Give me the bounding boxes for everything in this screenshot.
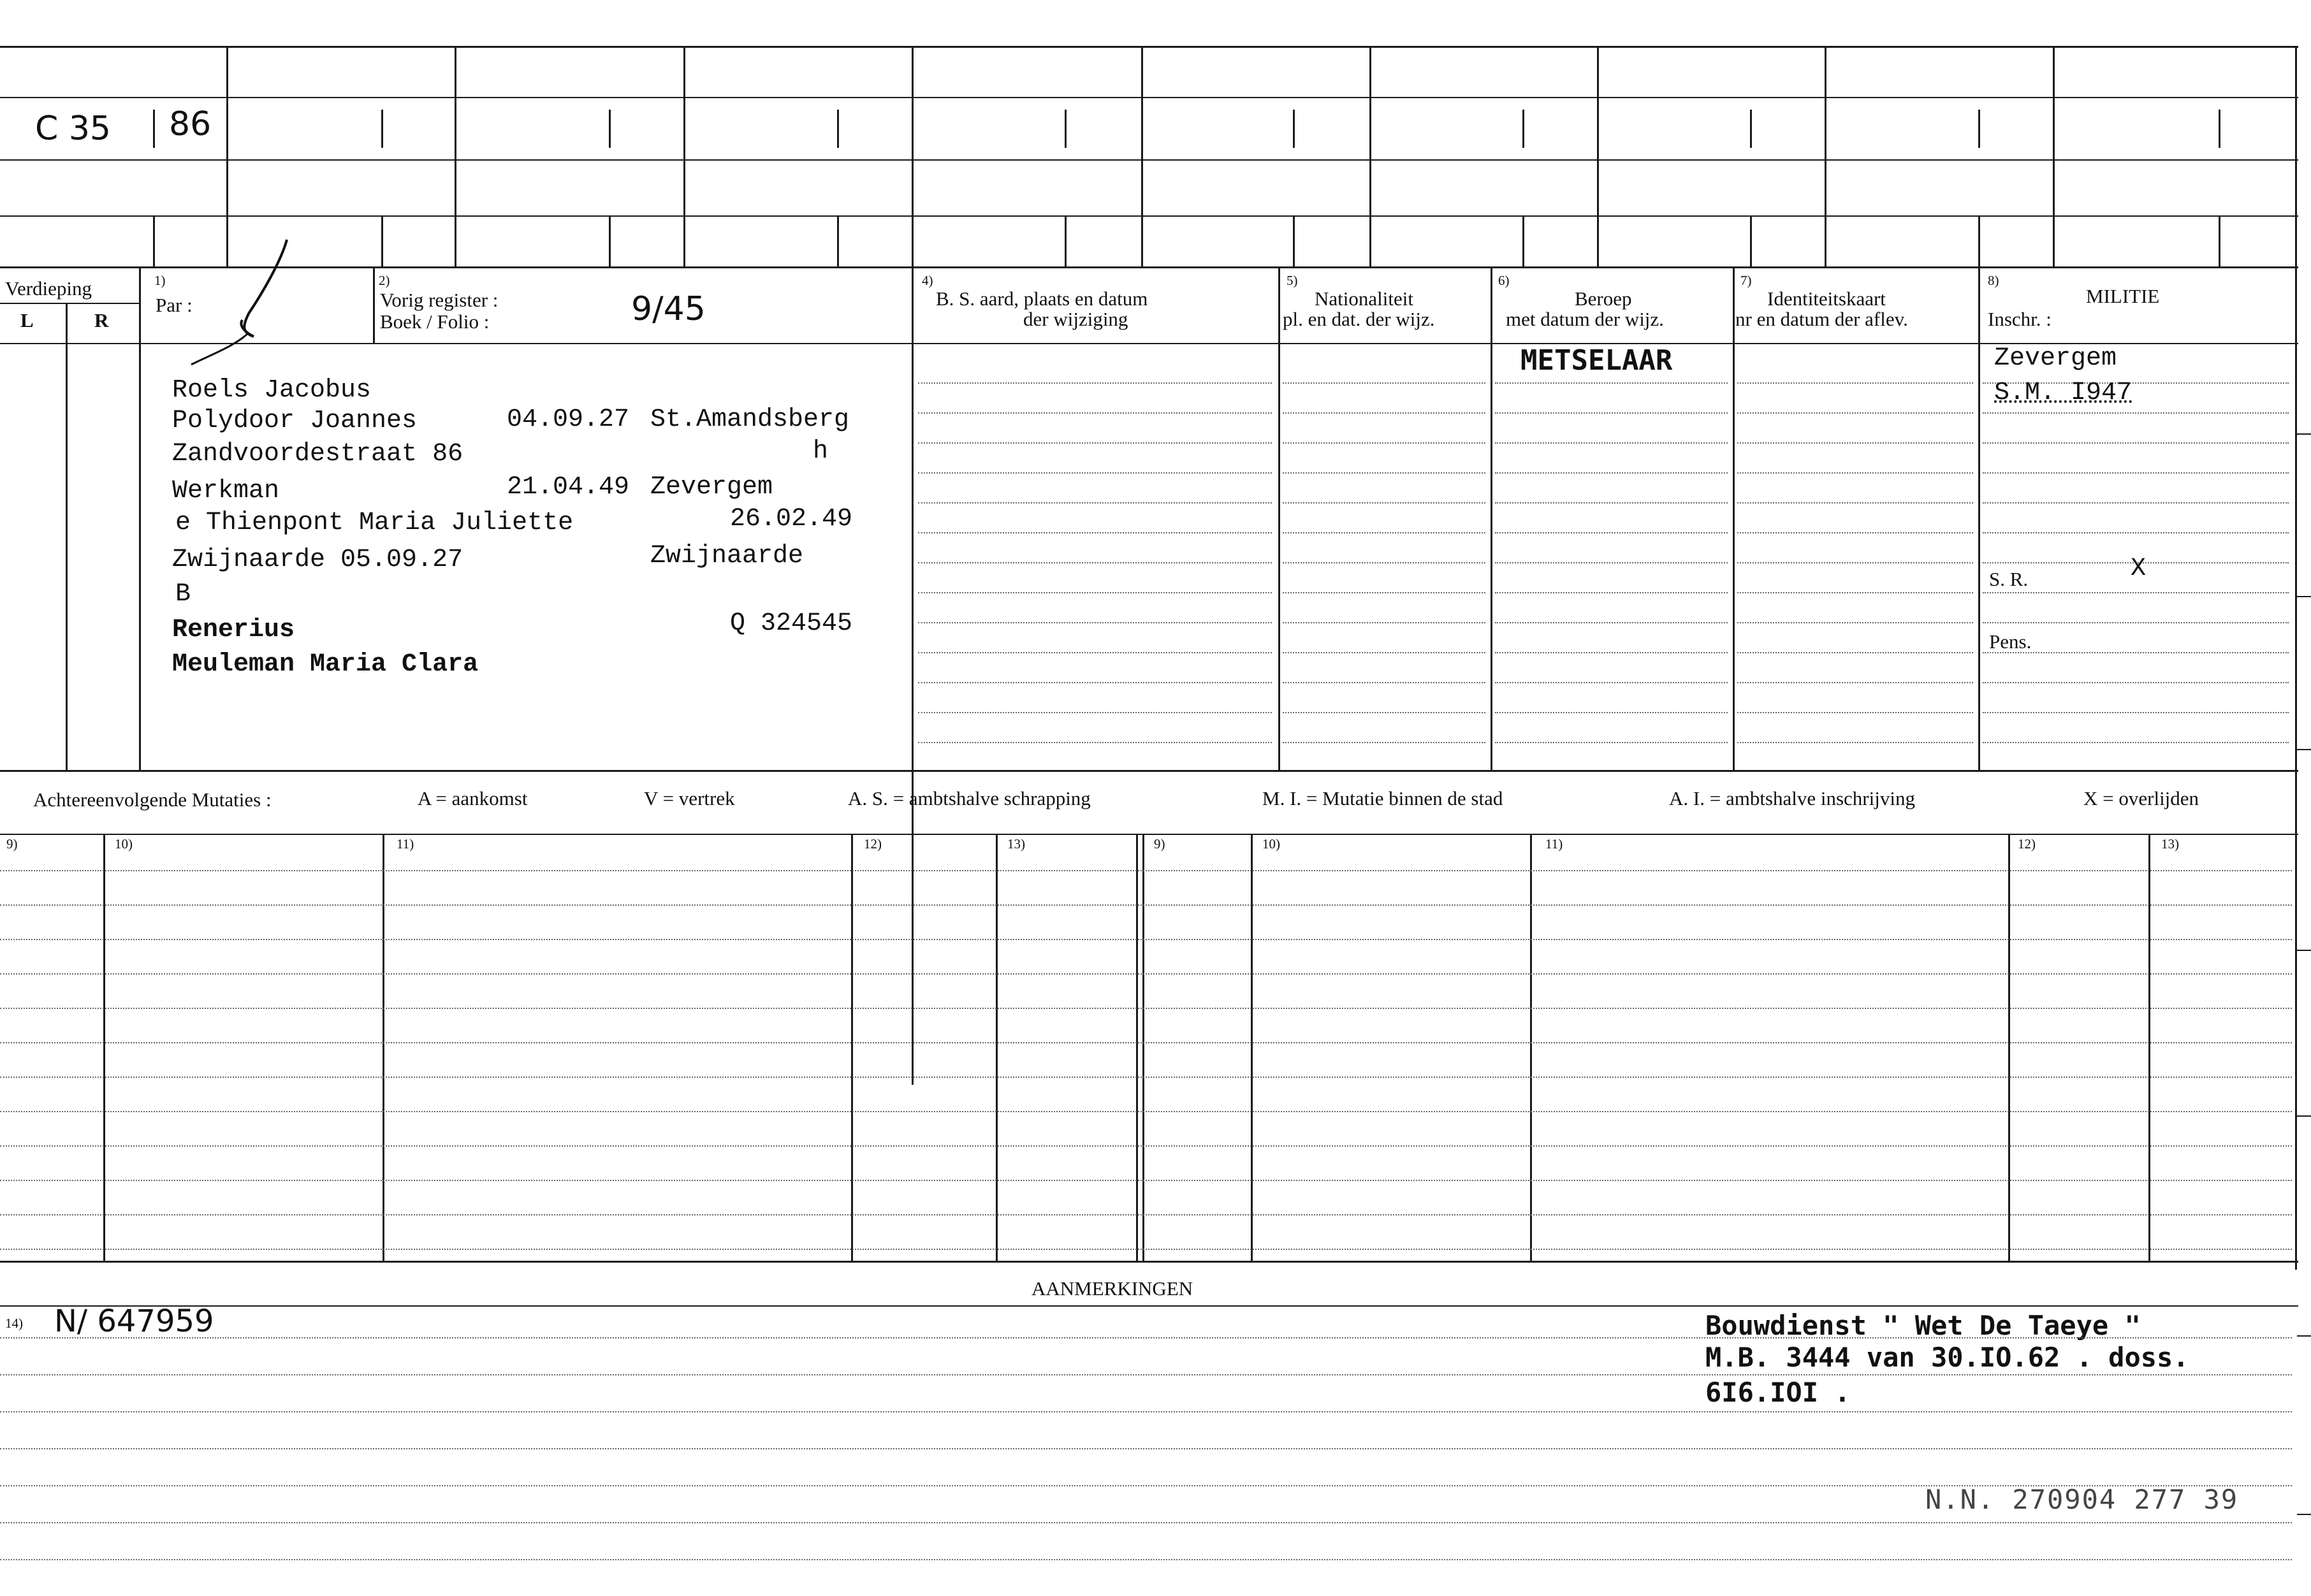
grid-line — [1978, 110, 1980, 148]
spouse-place: Zwijnaarde — [650, 542, 804, 570]
col-10-right: 10) — [1262, 836, 1280, 852]
ruling-line — [918, 652, 1272, 653]
grid-line — [1369, 46, 1371, 266]
ruling-line — [1737, 592, 1973, 593]
grid-line — [1251, 834, 1253, 1262]
national-number: N.N. 270904 277 39 — [1925, 1484, 2239, 1515]
col-11-right: 11) — [1545, 836, 1563, 852]
ruling-line — [1983, 742, 2289, 743]
ruling-line — [1283, 682, 1485, 683]
spouse-date: 26.02.49 — [730, 505, 853, 533]
ruling-line — [1737, 382, 1973, 384]
top-border — [0, 46, 2298, 48]
ruling-line — [1283, 442, 1485, 444]
field-number-14: 14) — [5, 1316, 23, 1331]
sr-label: S. R. — [1989, 568, 2029, 590]
ruling-line — [1283, 742, 1485, 743]
ruling-line — [1283, 532, 1485, 533]
ruling-line — [1737, 502, 1973, 504]
ruling-line — [918, 502, 1272, 504]
grid-line — [837, 110, 839, 148]
ruling-line — [1283, 412, 1485, 414]
ruling-line — [1983, 442, 2289, 444]
ruling-line — [1983, 712, 2289, 713]
child-name: Renerius — [172, 616, 295, 644]
par-label: Par : — [156, 294, 193, 316]
verdieping-label: Verdieping — [5, 277, 92, 300]
inschr-label: Inschr. : — [1988, 308, 2052, 330]
sr-value: X — [2131, 555, 2147, 583]
pens-label: Pens. — [1989, 630, 2032, 653]
identiteitskaart-label: Identiteitskaart — [1767, 287, 1886, 310]
number-value: 86 — [169, 105, 212, 143]
grid-line — [2148, 834, 2150, 1262]
ruling-line — [1283, 382, 1485, 384]
margin-tick — [2297, 1335, 2311, 1337]
grid-line — [1733, 266, 1735, 771]
ruling-line — [1495, 472, 1728, 474]
ruling-line — [918, 712, 1272, 713]
beroep-sublabel: met datum der wijz. — [1506, 308, 1664, 330]
ruling-line — [1983, 412, 2289, 414]
ruling-line — [1495, 382, 1728, 384]
grid-line — [1293, 217, 1295, 266]
ruling-line — [1737, 472, 1973, 474]
col-9-left: 9) — [6, 836, 18, 852]
field-number-7: 7) — [1740, 273, 1752, 288]
grid-line — [0, 266, 2298, 268]
nationaliteit-label: Nationaliteit — [1315, 287, 1413, 310]
ruling-line — [1283, 472, 1485, 474]
ruling-line — [1983, 622, 2289, 623]
b-mark: B — [175, 580, 191, 609]
grid-line — [1750, 110, 1752, 148]
grid-line — [455, 46, 456, 266]
ruling-line — [1283, 502, 1485, 504]
militie-sm: S.M. I947 — [1994, 379, 2132, 407]
field-number-1: 1) — [154, 273, 166, 288]
grid-line — [837, 217, 839, 266]
grid-line — [381, 110, 383, 148]
grid-line — [609, 217, 611, 266]
grid-line — [0, 1261, 2298, 1263]
grid-line — [66, 303, 68, 771]
ruling-line — [0, 1145, 2292, 1147]
ruling-line — [0, 1008, 2292, 1009]
child-code: Q 324545 — [730, 609, 853, 638]
second-name: Meuleman Maria Clara — [172, 650, 479, 679]
grid-line — [153, 110, 155, 148]
grid-line — [1522, 110, 1524, 148]
col-12-right: 12) — [2018, 836, 2036, 852]
legend-ai: A. I. = ambtshalve inschrijving — [1669, 787, 1915, 809]
bs-label-line1: B. S. aard, plaats en datum — [936, 287, 1148, 310]
grid-line — [373, 266, 375, 343]
father-place: St.Amandsberg — [650, 405, 850, 434]
grid-line — [0, 834, 2298, 835]
margin-tick — [2297, 749, 2311, 750]
ruling-line — [1737, 412, 1973, 414]
grid-line — [996, 834, 998, 1262]
father-date: 04.09.27 — [507, 405, 630, 434]
grid-line — [226, 46, 228, 266]
grid-line — [1136, 834, 1138, 1262]
ruling-line — [918, 412, 1272, 414]
ruling-line — [0, 1485, 2292, 1486]
ruling-line — [1737, 532, 1973, 533]
margin-tick — [2297, 1514, 2311, 1515]
legend-x: X = overlijden — [2083, 787, 2199, 809]
signature-mark — [185, 237, 300, 371]
ruling-line — [0, 1559, 2292, 1560]
grid-line — [0, 770, 2298, 772]
ruling-line — [1495, 592, 1728, 593]
ruling-line — [1983, 592, 2289, 593]
grid-line — [2053, 46, 2055, 266]
ruling-line — [0, 973, 2292, 975]
col-9-right: 9) — [1154, 836, 1165, 852]
col-11-left: 11) — [397, 836, 414, 852]
legend-as: A. S. = ambtshalve schrapping — [848, 787, 1091, 809]
ruling-line — [0, 1111, 2292, 1112]
ruling-line — [1283, 562, 1485, 563]
col-10-left: 10) — [115, 836, 133, 852]
ruling-line — [1495, 712, 1728, 713]
grid-line — [139, 266, 141, 771]
ruling-line — [1737, 562, 1973, 563]
grid-line — [851, 834, 853, 1262]
grid-line — [0, 1305, 2298, 1307]
col-13-right: 13) — [2161, 836, 2179, 852]
note-line-1: Bouwdienst " Wet De Taeye " — [1705, 1310, 2141, 1341]
ruling-line — [0, 1411, 2292, 1412]
grid-line — [0, 343, 2298, 344]
militie-label: MILITIE — [2086, 285, 2160, 307]
ruling-line — [1495, 502, 1728, 504]
address-mark: h — [813, 437, 829, 466]
grid-line — [912, 46, 914, 1085]
ruling-line — [1495, 742, 1728, 743]
ruling-line — [1495, 532, 1728, 533]
margin-tick — [2297, 596, 2311, 597]
ruling-line — [1737, 652, 1973, 653]
ruling-line — [0, 1180, 2292, 1181]
margin-tick — [2297, 950, 2311, 951]
grid-line — [2008, 834, 2010, 1262]
grid-line — [103, 834, 105, 1262]
occupation: Werkman — [172, 477, 280, 505]
legend-mi: M. I. = Mutatie binnen de stad — [1262, 787, 1503, 809]
ruling-line — [1983, 502, 2289, 504]
legend-a: A = aankomst — [418, 787, 528, 809]
ruling-line — [0, 904, 2292, 906]
militie-place: Zevergem — [1994, 344, 2117, 373]
person-name: Roels Jacobus — [172, 376, 372, 405]
aanmerkingen-title: AANMERKINGEN — [1032, 1277, 1193, 1300]
r-label: R — [94, 309, 109, 331]
grid-line — [1491, 266, 1492, 771]
col-12-left: 12) — [864, 836, 882, 852]
grid-line — [0, 215, 2298, 217]
margin-tick — [2297, 433, 2311, 435]
ruling-line — [918, 682, 1272, 683]
grid-line — [1530, 834, 1532, 1262]
spouse-name: e Thienpont Maria Juliette — [175, 509, 574, 537]
ruling-line — [0, 1042, 2292, 1043]
vorig-register-value: 9/45 — [631, 290, 706, 328]
ruling-line — [918, 562, 1272, 563]
ruling-line — [0, 1214, 2292, 1215]
ruling-line — [1495, 442, 1728, 444]
note-line-2: M.B. 3444 van 30.IO.62 . doss. — [1705, 1342, 2189, 1373]
margin-tick — [2297, 1115, 2311, 1117]
bs-label-line2: der wijziging — [1023, 308, 1128, 330]
note-line-3: 6I6.IOI . — [1705, 1377, 1851, 1408]
ruling-line — [1495, 652, 1728, 653]
ruling-line — [1737, 712, 1973, 713]
ruling-line — [1737, 742, 1973, 743]
ruling-line — [918, 382, 1272, 384]
grid-line — [0, 97, 2298, 98]
legend-v: V = vertrek — [644, 787, 735, 809]
ruling-line — [0, 939, 2292, 940]
field-number-6: 6) — [1498, 273, 1510, 288]
beroep-label: Beroep — [1575, 287, 1632, 310]
grid-line — [153, 217, 155, 266]
boek-folio-label: Boek / Folio : — [380, 310, 490, 333]
grid-line — [0, 303, 140, 304]
ruling-line — [1283, 622, 1485, 623]
occupation-place: Zevergem — [650, 473, 773, 502]
grid-line — [383, 834, 384, 1262]
grid-line — [1978, 266, 1980, 771]
field-number-8: 8) — [1988, 273, 1999, 288]
l-label: L — [20, 309, 34, 331]
beroep-value: METSELAAR — [1520, 344, 1673, 377]
ruling-line — [0, 1448, 2292, 1449]
ruling-line — [1495, 682, 1728, 683]
grid-line — [1522, 217, 1524, 266]
father-name: Polydoor Joannes — [172, 407, 418, 435]
grid-line — [1278, 266, 1280, 771]
ruling-line — [1983, 682, 2289, 683]
ruling-line — [1737, 622, 1973, 623]
field-number-5: 5) — [1287, 273, 1298, 288]
grid-line — [1142, 834, 1144, 1262]
grid-line — [1825, 46, 1826, 266]
ruling-line — [918, 472, 1272, 474]
ruling-line — [0, 1337, 2292, 1338]
ruling-line — [918, 532, 1272, 533]
ruling-line — [0, 1249, 2292, 1250]
ruling-line — [918, 442, 1272, 444]
grid-line — [609, 110, 611, 148]
ruling-line — [0, 1077, 2292, 1078]
ruling-line — [1737, 442, 1973, 444]
ruling-line — [918, 742, 1272, 743]
identiteitskaart-sublabel: nr en datum der aflev. — [1735, 308, 1908, 330]
ruling-line — [1495, 622, 1728, 623]
vorig-register-label: Vorig register : — [380, 289, 499, 311]
grid-line — [2219, 217, 2220, 266]
ruling-line — [1495, 412, 1728, 414]
address: Zandvoordestraat 86 — [172, 440, 463, 468]
code-value: C 35 — [35, 110, 112, 148]
ruling-line — [0, 1374, 2292, 1375]
ruling-line — [1283, 592, 1485, 593]
ruling-line — [0, 1522, 2292, 1523]
ruling-line — [0, 870, 2292, 871]
ruling-line — [918, 592, 1272, 593]
ruling-line — [1737, 682, 1973, 683]
right-border — [2295, 46, 2297, 1270]
grid-line — [683, 46, 685, 266]
grid-line — [2219, 110, 2220, 148]
grid-line — [1141, 46, 1143, 266]
aanmerkingen-number: N/ 647959 — [54, 1303, 214, 1339]
ruling-line — [1495, 562, 1728, 563]
spouse-birth: Zwijnaarde 05.09.27 — [172, 546, 463, 574]
field-number-4: 4) — [922, 273, 933, 288]
ruling-line — [918, 622, 1272, 623]
grid-line — [1597, 46, 1599, 266]
grid-line — [1293, 110, 1295, 148]
grid-line — [0, 159, 2298, 161]
grid-line — [1065, 110, 1067, 148]
grid-line — [381, 217, 383, 266]
grid-line — [1978, 217, 1980, 266]
ruling-line — [1983, 472, 2289, 474]
grid-line — [1065, 217, 1067, 266]
grid-line — [1750, 217, 1752, 266]
col-13-left: 13) — [1007, 836, 1025, 852]
nationaliteit-sublabel: pl. en dat. der wijz. — [1283, 308, 1435, 330]
field-number-2: 2) — [379, 273, 390, 288]
occupation-date: 21.04.49 — [507, 473, 630, 502]
ruling-line — [1283, 652, 1485, 653]
ruling-line — [1983, 532, 2289, 533]
mutaties-title: Achtereenvolgende Mutaties : — [33, 788, 272, 811]
ruling-line — [1283, 712, 1485, 713]
